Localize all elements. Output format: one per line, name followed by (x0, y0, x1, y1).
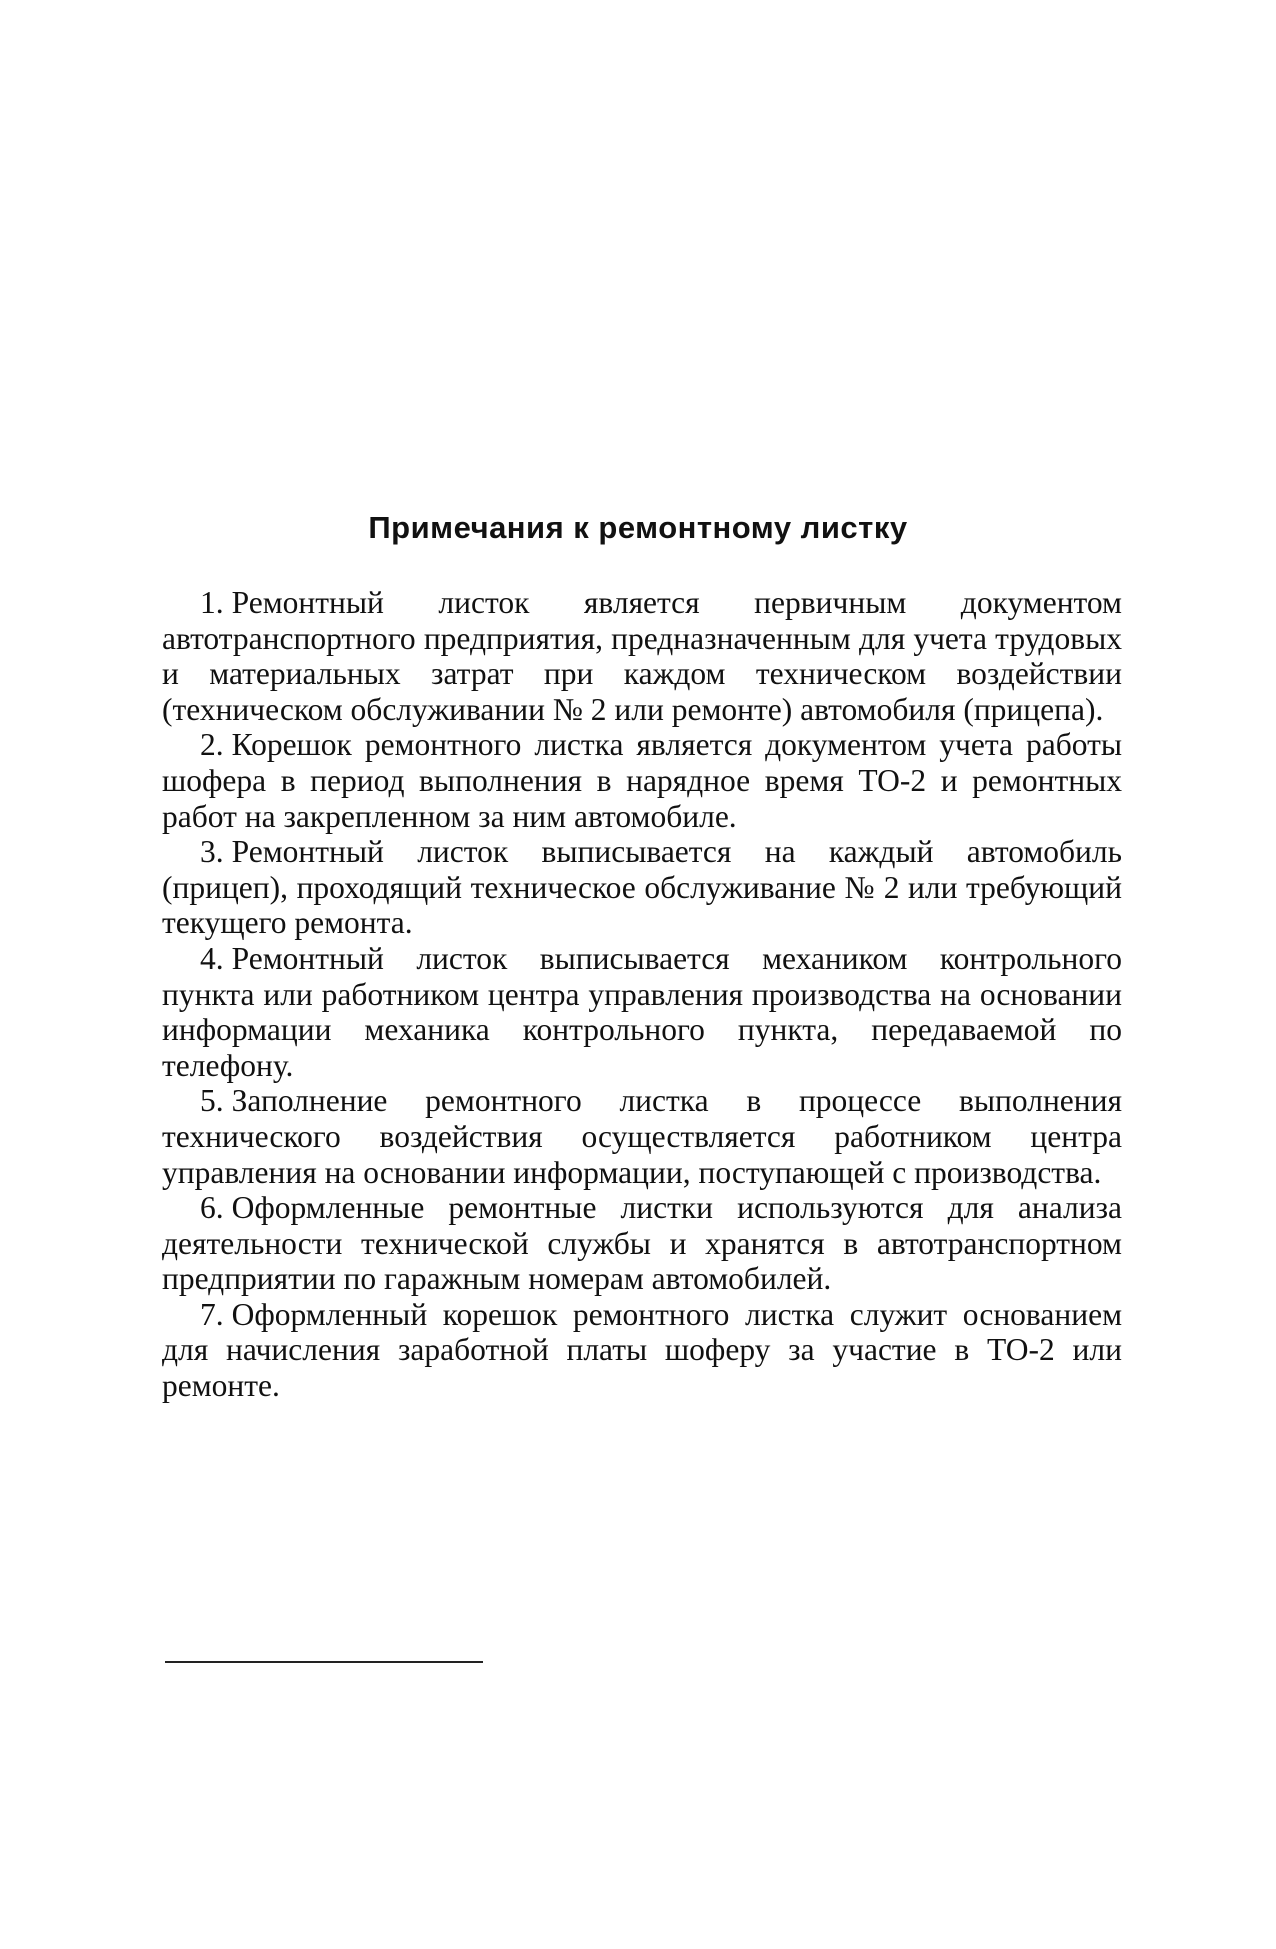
note-number: 5. (200, 1083, 224, 1119)
note-number: 2. (200, 727, 224, 763)
page-title: Примечания к ремонтному листку (368, 510, 908, 545)
notes-list (162, 585, 1122, 1404)
note-text: Оформленный корешок ремонтного листка служит основанием для начисления заработной платы шоферу за участие в ТО-2 или ремонте. (162, 1296, 1122, 1404)
note-number: 4. (200, 940, 224, 976)
note-item (162, 941, 1122, 1083)
note-item (162, 585, 1122, 727)
note-text: Корешок ремонтного листка является документом учета работы шофера в период выполнения в нарядное время ТО-2 и ремонтных работ на закрепленном за ним автомобиле. (162, 727, 1122, 834)
note-item (162, 834, 1122, 941)
footnote-divider (165, 1661, 483, 1663)
note-number: 1. (200, 585, 224, 620)
note-number: 3. (200, 834, 224, 870)
note-text: Ремонтный листок выписывается на каждый автомобиль (прицеп), проходящий техническое обслуживание № 2 или требующий текущего ремонта. (162, 834, 1122, 941)
note-number: 7. (200, 1296, 224, 1332)
note-item (162, 1297, 1122, 1404)
note-item (162, 727, 1122, 834)
note-text: Ремонтный листок выписывается механиком контрольного пункта или работником центра управления производства на основании информации механика контрольного пункта, передаваемой по телефону. (162, 940, 1122, 1083)
note-text: Заполнение ремонтного листка в процессе выполнения технического воздействия осуществляется работником центра управления на основании информации, поступающей с производства. (162, 1083, 1122, 1190)
note-text: Ремонтный листок является первичным документом автотранспортного предприятия, предназначенным для учета трудовых и материальных затрат при каждом техническом воздействии (техническом обслуживании № 2 или ремонте) автомобиля (прицепа). (162, 585, 1122, 727)
note-item (162, 1190, 1122, 1297)
note-number: 6. (200, 1190, 224, 1226)
note-item (162, 1083, 1122, 1190)
note-text: Оформленные ремонтные листки используются для анализа деятельности технической службы и хранятся в автотранспортном предприятии по гаражным номерам автомобилей. (162, 1190, 1122, 1297)
